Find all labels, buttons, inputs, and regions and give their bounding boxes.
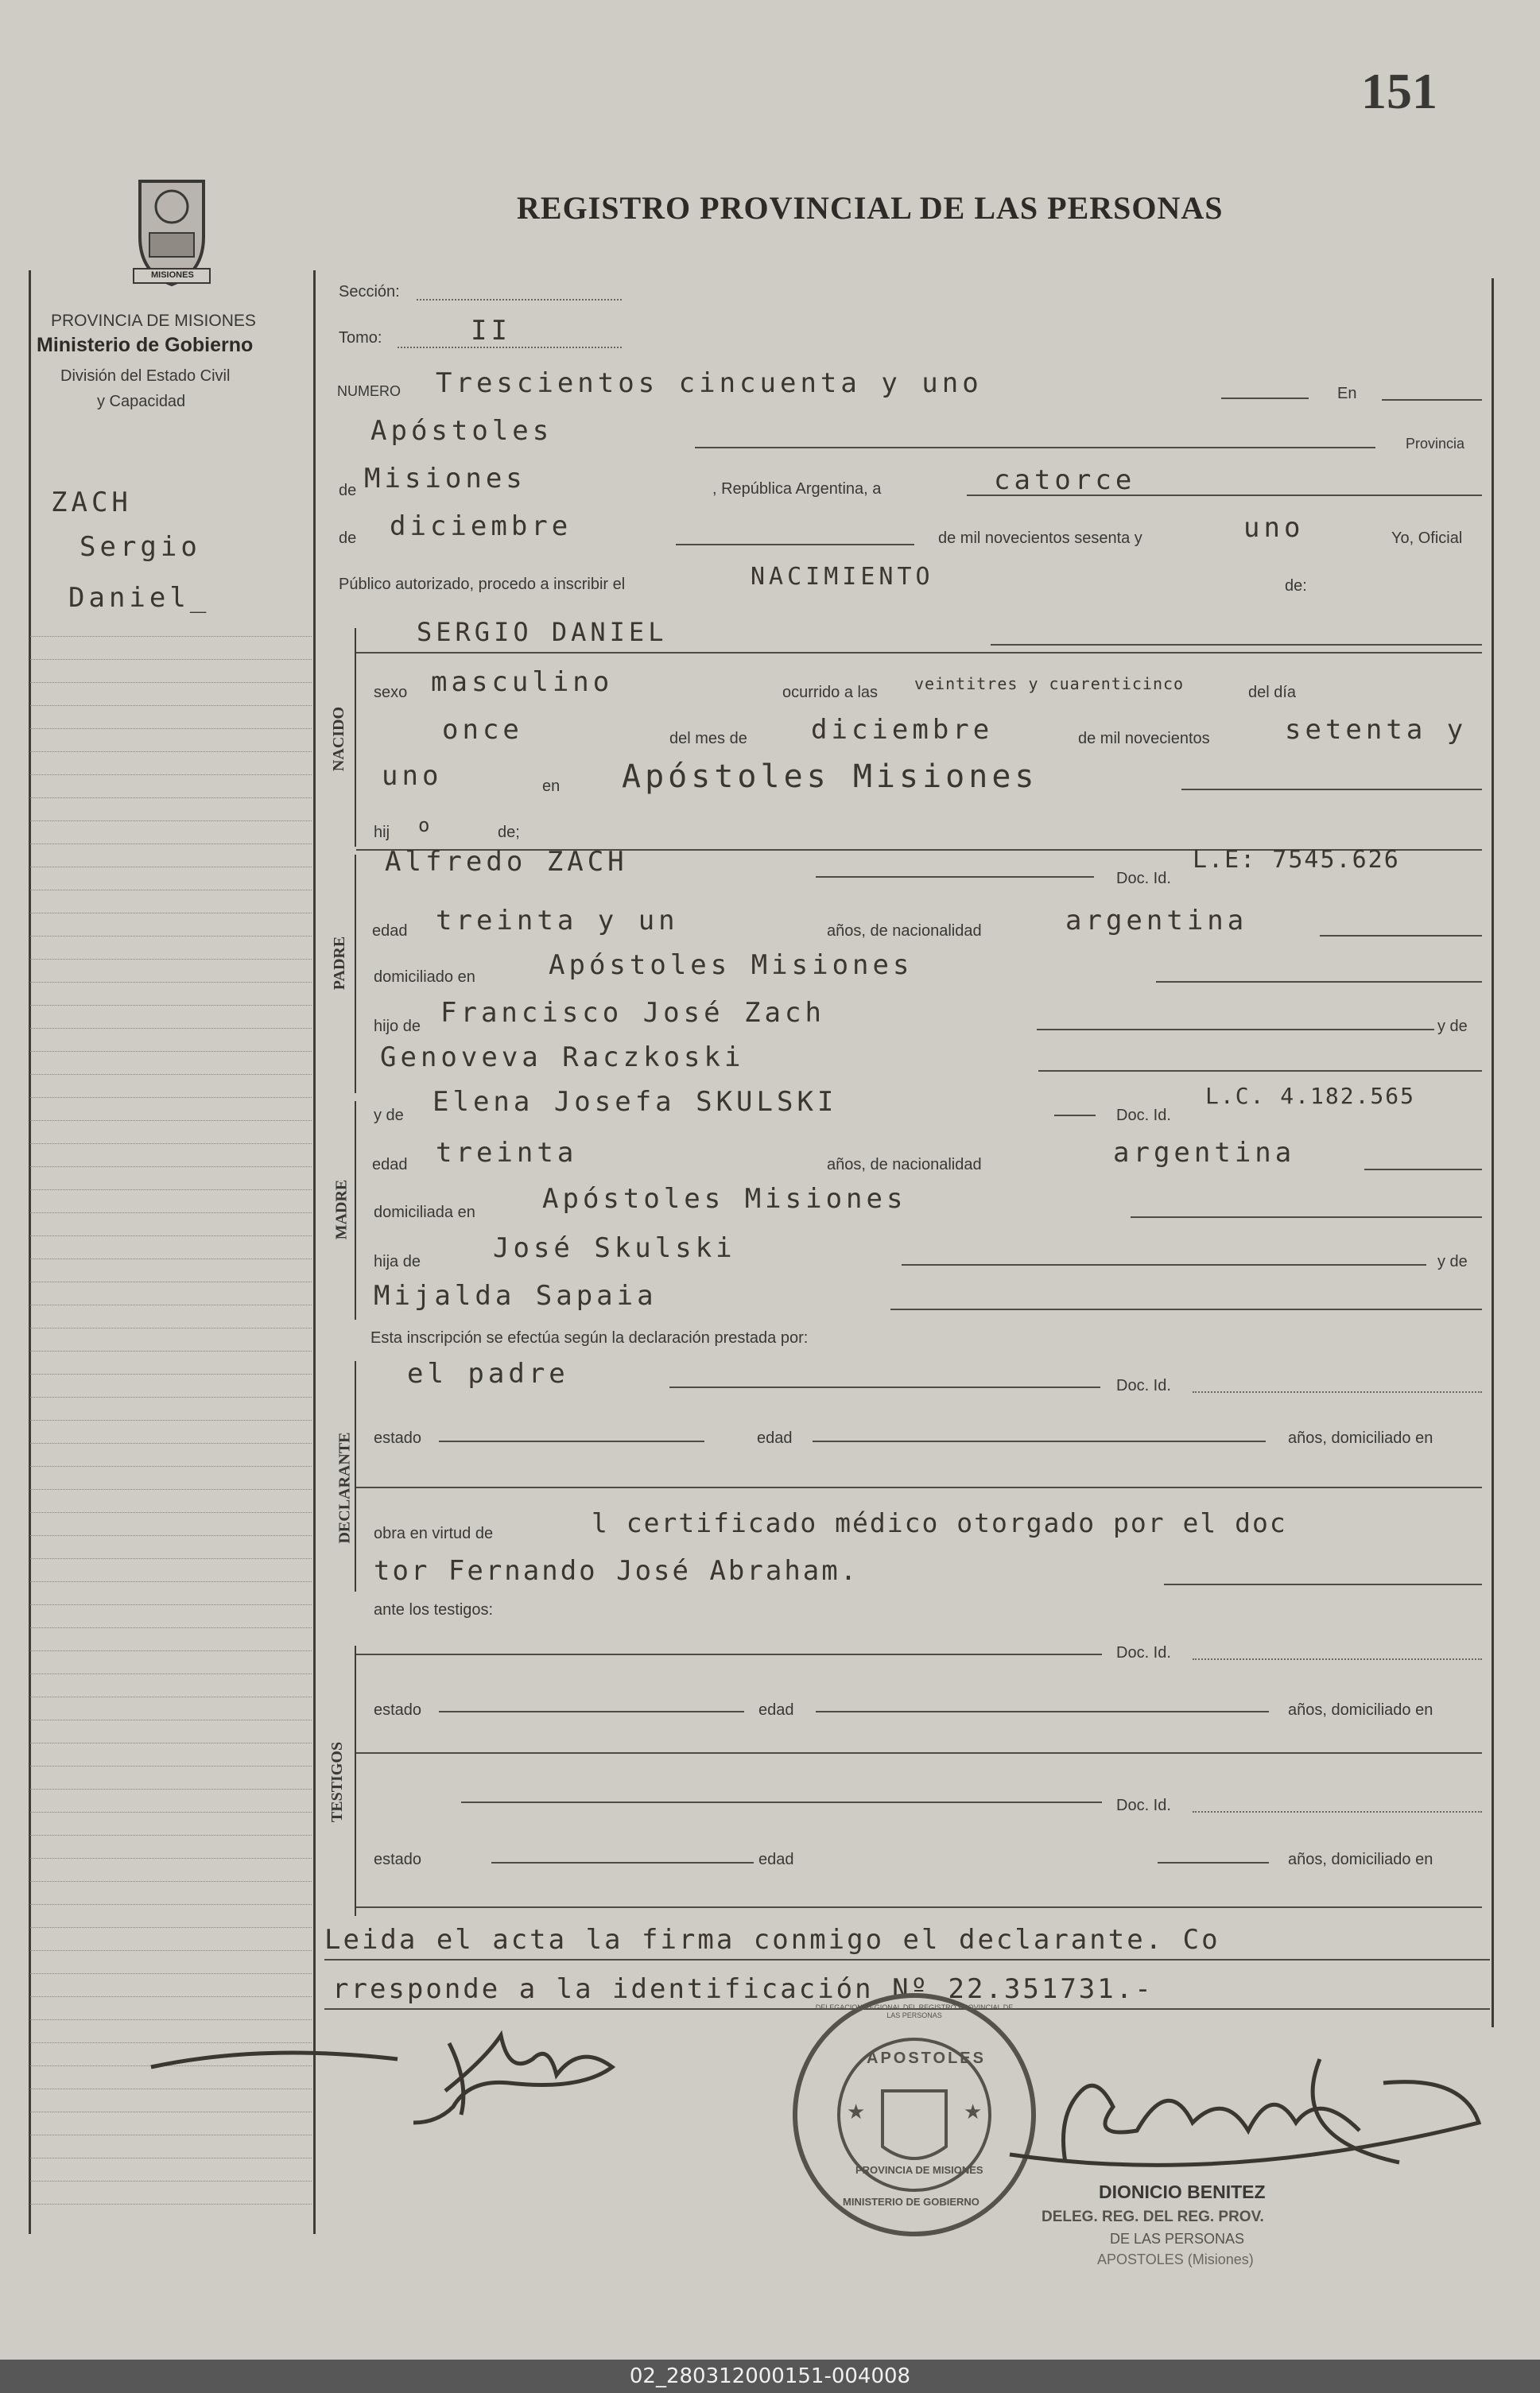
mes-value: diciembre [390, 510, 572, 542]
madre-hija-de-value: José Skulski [493, 1232, 736, 1264]
sidebar-rule [30, 636, 312, 637]
sidebar-rule [30, 1766, 312, 1767]
closing-line-rule-1 [324, 1959, 1490, 1961]
sidebar-rule [30, 705, 312, 706]
section-declarante: DECLARANTE [336, 1432, 354, 1544]
sidebar-rule [30, 659, 312, 660]
testigo2-edad-line [1158, 1862, 1269, 1864]
tomo-line [398, 347, 622, 348]
margin-note-name-1: Sergio [80, 531, 201, 563]
del-mes-label: del mes de [669, 730, 747, 747]
madre-nombre-line [1054, 1115, 1096, 1116]
madre-nac-value: argentina [1113, 1137, 1296, 1169]
padre-doc-value: L.E: 7545.626 [1193, 846, 1400, 874]
del-dia-label: del día [1248, 684, 1297, 701]
closing-line-2: rresponde a la identificación Nº 22.351731.- [332, 1973, 1154, 2005]
official-title-1: DELEG. REG. DEL REG. PROV. [1042, 2209, 1264, 2225]
sidebar-rule [30, 1097, 312, 1098]
sidebar-rule [30, 1835, 312, 1836]
svg-text:★: ★ [847, 2100, 866, 2124]
anio-nac-2-value: uno [382, 760, 443, 792]
declarante-estado-line [439, 1441, 704, 1442]
declarante-line [669, 1387, 1100, 1388]
section-madre: MADRE [332, 1179, 351, 1240]
sidebar-rule [30, 936, 312, 937]
obra-value-2: tor Fernando José Abraham. [374, 1555, 859, 1587]
section-padre: PADRE [331, 936, 349, 991]
sidebar-rule [30, 1881, 312, 1882]
stamp-bottom-text: MINISTERIO DE GOBIERNO [843, 2196, 979, 2208]
testigo2-edad-label: edad [758, 1851, 794, 1868]
ministry-label: Ministerio de Gobierno [37, 334, 254, 356]
en-line [1382, 399, 1482, 401]
sidebar-rule [30, 1650, 312, 1651]
lugar-value: Apóstoles [370, 415, 553, 447]
sidebar-rule [30, 1996, 312, 1997]
madre-edad-value: treinta [436, 1137, 578, 1169]
padre-hijo-de-value: Francisco José Zach [440, 997, 825, 1029]
stamp-top-text: APOSTOLES [867, 2050, 986, 2067]
sidebar-rule [30, 1927, 312, 1928]
testigo1-dom-line [356, 1752, 1482, 1754]
de2-label: de [339, 529, 357, 547]
sidebar-rule [30, 1604, 312, 1605]
padre-edad-label: edad [372, 922, 408, 940]
sidebar-rule [30, 1558, 312, 1559]
stamp-inner-text: PROVINCIA DE MISIONES [855, 2164, 983, 2176]
obra-line [1164, 1584, 1482, 1585]
sidebar-rule [30, 1535, 312, 1536]
madre-nombre-value: Elena Josefa SKULSKI [433, 1086, 838, 1118]
testigo1-anos-label: años, domiciliado en [1288, 1701, 1433, 1719]
madre-y-de-2-label: y de [1437, 1253, 1468, 1270]
official-name: DIONICIO BENITEZ [1099, 2182, 1266, 2202]
padre-anos-label: años, de nacionalidad [827, 922, 982, 940]
margin-note-surname: ZACH [51, 487, 132, 518]
testigo1-name-line [356, 1654, 1102, 1655]
sidebar-rule [30, 797, 312, 798]
testigo2-estado-line [491, 1862, 754, 1864]
sidebar-rule [30, 1973, 312, 1974]
nombre-line [991, 644, 1482, 646]
sidebar-rule [30, 1812, 312, 1813]
madre-edad-label: edad [372, 1156, 408, 1173]
sidebar-rule [30, 728, 312, 729]
nacido-bracket [355, 628, 356, 847]
hij-suffix: o [418, 814, 434, 836]
sidebar-rule [30, 1374, 312, 1375]
inscripcion-label: Esta inscripción se efectúa según la declaración prestada por: [370, 1329, 809, 1347]
padre-madre-line [1038, 1070, 1482, 1072]
testigos-bracket [355, 1646, 356, 1916]
declarante-value: el padre [407, 1358, 569, 1390]
sexo-value: masculino [431, 666, 614, 698]
provincia-label: Provincia [1406, 436, 1465, 452]
official-signature [986, 2043, 1495, 2186]
madre-hija-de-label: hija de [374, 1253, 421, 1270]
obra-label: obra en virtud de [374, 1525, 494, 1542]
coat-of-arms-icon [116, 173, 227, 293]
numero-value: Trescientos cincuenta y uno [436, 367, 983, 399]
declarante-anos-label: años, domiciliado en [1288, 1429, 1433, 1447]
sidebar-rule [30, 1189, 312, 1190]
madre-dom-line [1131, 1216, 1482, 1218]
en-label: En [1337, 385, 1357, 402]
republica-label: , República Argentina, a [712, 480, 882, 498]
declarante-doc-line [1193, 1391, 1482, 1393]
sidebar-rule [30, 1420, 312, 1421]
seccion-label: Sección: [339, 283, 400, 301]
sidebar-rule [30, 774, 312, 775]
testigo1-doc-label: Doc. Id. [1116, 1644, 1171, 1662]
madre-y-de-label: y de [374, 1107, 404, 1124]
document-title: REGISTRO PROVINCIAL DE LAS PERSONAS [517, 190, 1224, 226]
declarante-bracket [355, 1361, 356, 1592]
section-testigos: TESTIGOS [328, 1741, 347, 1823]
obra-value-1: l certificado médico otorgado por el doc [592, 1507, 1287, 1538]
svg-text:★: ★ [964, 2100, 983, 2124]
sidebar-rule [30, 1489, 312, 1490]
mes-line [676, 544, 914, 545]
anio-value: uno [1243, 512, 1305, 544]
section-nacido: NACIDO [330, 706, 348, 772]
right-border [1492, 278, 1494, 2027]
madre-doc-value: L.C. 4.182.565 [1205, 1083, 1416, 1109]
madre-nac-line [1364, 1169, 1482, 1170]
ocurrido-label: ocurrido a las [782, 684, 879, 701]
padre-y-de-label: y de [1437, 1018, 1468, 1035]
ante-testigos-label: ante los testigos: [374, 1601, 494, 1619]
sidebar-rule [30, 1166, 312, 1167]
padre-nombre-line [816, 876, 1094, 878]
dia-nac-value: once [442, 714, 523, 746]
padre-doc-label: Doc. Id. [1116, 870, 1171, 887]
official-title-2: DE LAS PERSONAS [1110, 2231, 1245, 2247]
testigo2-anos-label: años, domiciliado en [1288, 1851, 1433, 1868]
padre-nac-line [1320, 935, 1482, 937]
image-id-footer: 02_280312000151-004008 [0, 2360, 1540, 2393]
madre-madre-line [890, 1309, 1482, 1310]
madre-dom-label: domiciliada en [374, 1204, 475, 1221]
declarante-edad-line [813, 1441, 1266, 1442]
sexo-label: sexo [374, 684, 408, 701]
testigo1-estado-label: estado [374, 1701, 422, 1719]
nombre-value: SERGIO DANIEL [417, 617, 668, 647]
sidebar-rule [30, 1858, 312, 1859]
sidebar-rule [30, 682, 312, 683]
madre-bracket [355, 1101, 356, 1320]
anio-nac-1-value: setenta y [1285, 714, 1468, 746]
madre-anos-label: años, de nacionalidad [827, 1156, 982, 1173]
dia-value: catorce [994, 464, 1136, 496]
padre-dom-line [1156, 981, 1482, 983]
provincia-value: Misiones [364, 463, 526, 495]
sidebar-rule [30, 1235, 312, 1236]
testigo1-edad-label: edad [758, 1701, 794, 1719]
official-title-3: APOSTOLES (Misiones) [1097, 2251, 1254, 2267]
numero-label: NUMERO [337, 383, 401, 399]
testigo2-doc-line [1193, 1811, 1482, 1813]
hij-label: hij [374, 824, 390, 841]
dia-line [967, 495, 1482, 496]
lugar-nac-line [1181, 789, 1482, 790]
en2-label: en [542, 778, 561, 795]
sidebar-rule [30, 1351, 312, 1352]
seccion-line [417, 299, 622, 301]
madre-dom-value: Apóstoles Misiones [542, 1183, 907, 1215]
closing-line-1: Leida el acta la firma conmigo el declarante. Co [324, 1924, 1220, 1956]
sidebar-rule [30, 751, 312, 752]
sidebar-rule [30, 982, 312, 983]
sidebar-rule [30, 1120, 312, 1121]
division-label-2: y Capacidad [97, 393, 186, 410]
padre-hijo-de-label: hijo de [374, 1018, 421, 1035]
declarante-dom-line [356, 1487, 1482, 1488]
sidebar-rule [30, 1397, 312, 1398]
declarante-doc-label: Doc. Id. [1116, 1377, 1171, 1394]
sidebar-rule [30, 2204, 312, 2205]
tomo-value: II [471, 315, 511, 347]
de-label: de [339, 482, 357, 499]
madre-madre-value: Mijalda Sapaia [374, 1280, 658, 1312]
nacido-top-rule [356, 652, 1482, 654]
sidebar-rule [30, 1466, 312, 1467]
mil-nov2-label: de mil novecientos [1078, 730, 1210, 747]
sidebar-rule [30, 1581, 312, 1582]
padre-hijo-de-line [1037, 1029, 1434, 1030]
sidebar-rule [30, 1627, 312, 1628]
declarante-estado-label: estado [374, 1429, 422, 1447]
testigo1-edad-line [816, 1711, 1269, 1712]
testigo2-estado-label: estado [374, 1851, 422, 1868]
madre-doc-label: Doc. Id. [1116, 1107, 1171, 1124]
mil-nov-label: de mil novecientos sesenta y [938, 529, 1142, 547]
page-number: 151 [1361, 63, 1437, 119]
padre-nac-value: argentina [1065, 905, 1248, 937]
padre-dom-label: domiciliado en [374, 968, 475, 986]
sidebar-rule [30, 1789, 312, 1790]
sidebar-rule [30, 1051, 312, 1052]
sidebar-rule [30, 820, 312, 821]
testigo2-name-line [461, 1802, 1102, 1803]
acto-value: NACIMIENTO [751, 563, 934, 591]
de-colon-label: de: [1285, 577, 1307, 595]
publico-label: Público autorizado, procedo a inscribir el [339, 576, 626, 593]
mes-nac-value: diciembre [811, 714, 994, 746]
sidebar-rule [30, 1512, 312, 1513]
sidebar-rule [30, 1212, 312, 1213]
sidebar-rule [30, 1950, 312, 1951]
stamp-ring-text: DELEGACION REGIONAL DEL REGISTRO PROVINCIAL DE LAS PERSONAS [815, 2003, 1014, 2019]
sidebar-rule [30, 1074, 312, 1075]
hora-value: veintitres y cuarenticinco [914, 674, 1185, 693]
sidebar-divider [313, 270, 316, 2234]
sidebar-rule [30, 959, 312, 960]
de-semi-label: de; [498, 824, 520, 841]
testigo2-doc-label: Doc. Id. [1116, 1797, 1171, 1814]
padre-madre-value: Genoveva Raczkoski [380, 1041, 745, 1073]
margin-note-name-2: Daniel_ [68, 582, 211, 614]
padre-edad-value: treinta y un [436, 905, 679, 937]
sidebar-rule [30, 1143, 312, 1144]
declarante-edad-label: edad [757, 1429, 793, 1447]
sidebar-rule [30, 1005, 312, 1006]
seal-caption: MISIONES [151, 270, 194, 280]
sidebar-rule [30, 1443, 312, 1444]
left-border [29, 270, 31, 2234]
province-label: PROVINCIA DE MISIONES [51, 312, 256, 330]
declarant-signature [135, 2011, 692, 2131]
sidebar-rule [30, 2181, 312, 2182]
padre-bracket [355, 855, 356, 1093]
testigo1-estado-line [439, 1711, 744, 1712]
lugar-line [695, 447, 1375, 448]
padre-nombre-value: Alfredo ZACH [385, 846, 628, 878]
madre-hija-de-line [902, 1264, 1426, 1266]
yo-oficial-label: Yo, Oficial [1391, 529, 1463, 547]
padre-dom-value: Apóstoles Misiones [549, 949, 914, 981]
division-label-1: División del Estado Civil [60, 367, 231, 385]
tomo-label: Tomo: [339, 329, 382, 347]
testigo1-doc-line [1193, 1658, 1482, 1660]
sidebar-rule [30, 1028, 312, 1029]
sidebar-rule [30, 1904, 312, 1905]
lugar-nac-value: Apóstoles Misiones [622, 758, 1038, 795]
numero-line [1221, 398, 1309, 399]
testigo2-dom-line [356, 1906, 1482, 1908]
